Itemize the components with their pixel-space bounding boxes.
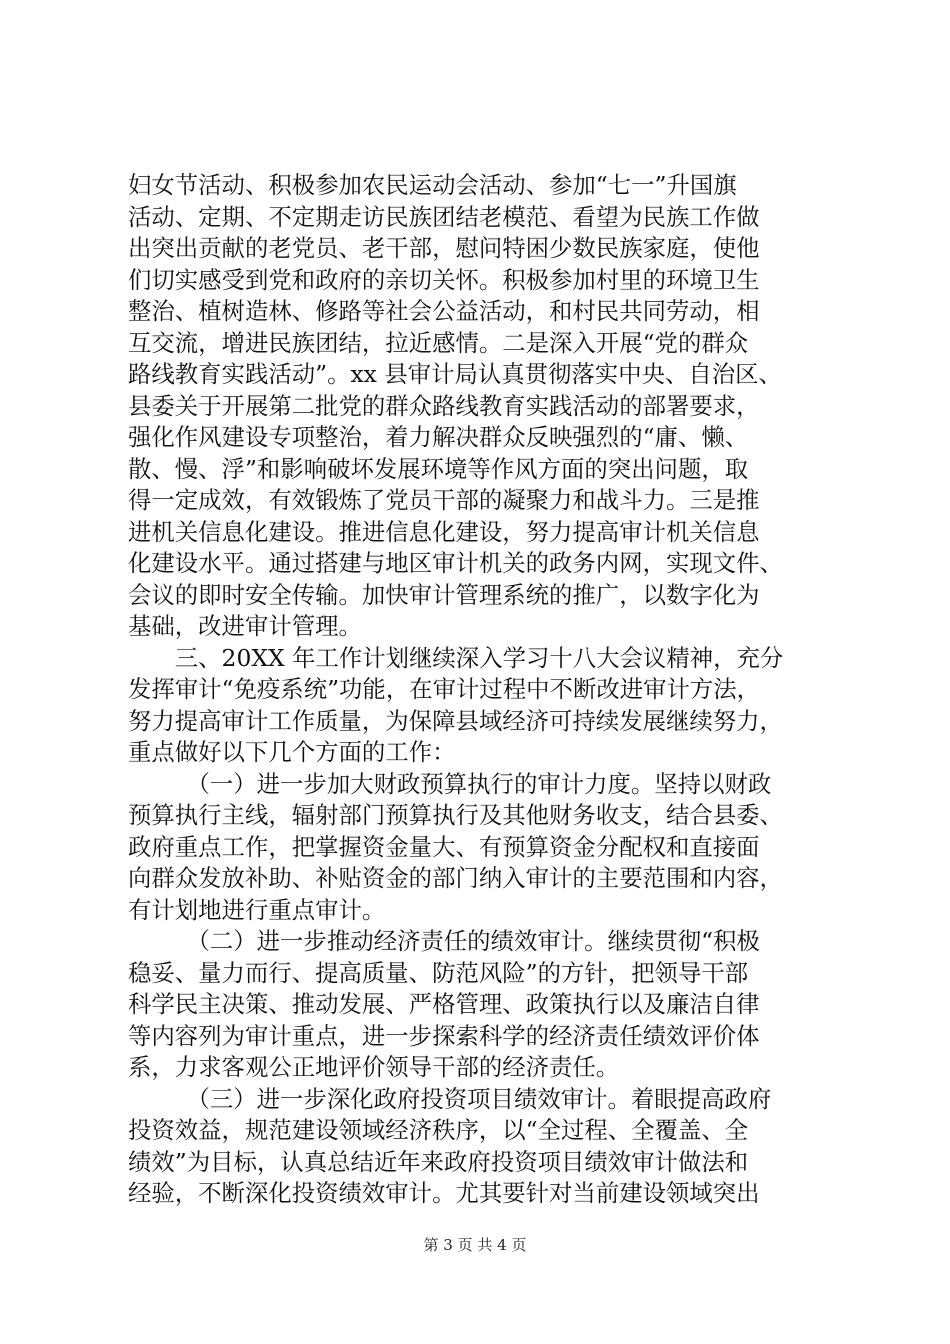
text-line: 等内容列为审计重点，进一步探索科学的经济责任绩效评价体 bbox=[128, 1021, 760, 1050]
text-line: 整治、植树造林、修路等社会公益活动，和村民共同劳动，相 bbox=[128, 297, 760, 325]
text-line: 们切实感受到党和政府的亲切关怀。积极参加村里的环境卫生 bbox=[128, 265, 760, 294]
text-line: 会议的即时安全传输。加快审计管理系统的推广，以数字化为 bbox=[128, 580, 760, 609]
text-line: 政府重点工作，把掌握资金量大、有预算资金分配权和直接面 bbox=[128, 832, 760, 861]
paragraph-start-line: 三、20XX 年工作计划继续深入学习十八大会议精神，充分 bbox=[128, 643, 784, 672]
text-line: 努力提高审计工作质量，为保障县域经济可持续发展继续努力， bbox=[128, 706, 783, 735]
paragraph-start-line: （三）进一步深化政府投资项目绩效审计。着眼提高政府 bbox=[128, 1084, 772, 1113]
text-line: 活动、定期、不定期走访民族团结老模范、看望为民族工作做 bbox=[128, 202, 760, 231]
text-line: 发挥审计“免疫系统”功能，在审计过程中不断改进审计方法， bbox=[128, 675, 761, 703]
text-line: 经验，不断深化投资绩效审计。尤其要针对当前建设领域突出 bbox=[128, 1179, 760, 1207]
text-line: 基础，改进审计管理。 bbox=[128, 612, 362, 640]
paragraph-start-line: （一）进一步加大财政预算执行的审计力度。坚持以财政 bbox=[128, 769, 772, 798]
text-line: 路线教育实践活动”。xx 县审计局认真贯彻落实中央、自治区、 bbox=[128, 360, 782, 388]
text-line: 出突出贡献的老党员、老干部，慰问特困少数民族家庭，使他 bbox=[128, 234, 760, 262]
body-text bbox=[128, 170, 828, 1210]
page-footer: 第 3 页 共 4 页 bbox=[423, 1236, 527, 1254]
text-line: 重点做好以下几个方面的工作： bbox=[128, 738, 456, 766]
text-line: 系，力求客观公正地评价领导干部的经济责任。 bbox=[128, 1053, 620, 1081]
text-line: 向群众发放补助、补贴资金的部门纳入审计的主要范围和内容， bbox=[128, 864, 783, 892]
text-line: 进机关信息化建设。推进信息化建设，努力提高审计机关信息 bbox=[128, 517, 760, 546]
text-line: 妇女节活动、积极参加农民运动会活动、参加“七一”升国旗 bbox=[128, 171, 737, 199]
text-line: 互交流，增进民族团结，拉近感情。二是深入开展“党的群众 bbox=[128, 328, 749, 357]
text-line: 投资效益，规范建设领域经济秩序，以“全过程、全覆盖、全 bbox=[128, 1116, 749, 1144]
text-line: 绩效”为目标，认真总结近年来政府投资项目绩效审计做法和 bbox=[128, 1147, 749, 1176]
text-line: 得一定成效，有效锻炼了党员干部的凝聚力和战斗力。三是推 bbox=[128, 486, 760, 514]
paragraph-start-line: （二）进一步推动经济责任的绩效审计。继续贯彻“积极 bbox=[128, 927, 760, 955]
text-line: 有计划地进行重点审计。 bbox=[128, 895, 386, 924]
text-line: 预算执行主线，辐射部门预算执行及其他财务收支，结合县委、 bbox=[128, 801, 783, 829]
text-line: 强化作风建设专项整治，着力解决群众反映强烈的“庸、懒、 bbox=[128, 423, 749, 451]
text-line: 化建设水平。通过搭建与地区审计机关的政务内网，实现文件、 bbox=[128, 549, 783, 577]
text-line: 稳妥、量力而行、提高质量、防范风险”的方针，把领导干部 bbox=[128, 958, 749, 987]
text-line: 县委关于开展第二批党的群众路线教育实践活动的部署要求， bbox=[128, 391, 760, 420]
text-line: 科学民主决策、推动发展、严格管理、政策执行以及廉洁自律 bbox=[128, 990, 760, 1018]
text-line: 散、慢、浮”和影响破坏发展环境等作风方面的突出问题，取 bbox=[128, 454, 749, 483]
